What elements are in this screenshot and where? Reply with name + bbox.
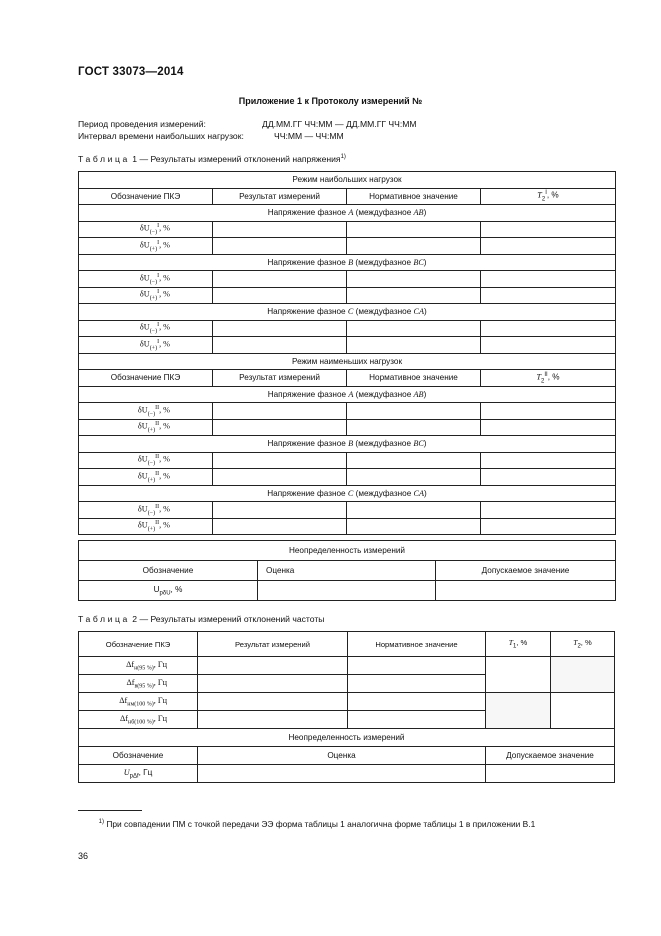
table-row	[79, 320, 616, 337]
uncertainty-title: Неопределенность измерений	[79, 541, 616, 561]
table-row	[79, 765, 615, 783]
table-row	[79, 729, 615, 747]
uncertainty-estimate-cell[interactable]	[198, 765, 486, 783]
table-row	[79, 485, 616, 502]
uncertainty-symbol-cell: $U_{р\delta U}$, %	[79, 581, 258, 601]
page-number: 36	[78, 851, 89, 861]
table-row	[79, 561, 616, 581]
col-norm-header: Нормативное значение	[347, 370, 481, 387]
document-code: ГОСТ 33073—2014	[78, 66, 184, 78]
table-row	[79, 403, 616, 420]
result-cell[interactable]	[213, 287, 347, 304]
symbol-cell: $\Delta f_{нм(100 \%)}$, Гц	[79, 693, 198, 711]
norm-cell[interactable]	[347, 238, 481, 255]
symbol-cell: $\delta U_{(-)}^I$, %	[79, 320, 213, 337]
table-row	[79, 188, 616, 205]
result-cell[interactable]	[213, 238, 347, 255]
uncertainty-symbol-cell: $U_{р\Delta f}$, Гц	[79, 765, 198, 783]
result-cell[interactable]	[213, 221, 347, 238]
col-result-header: Результат измерений	[213, 370, 347, 387]
table-row	[79, 337, 616, 354]
table1-caption-text: 1 — Результаты измерений отклонений напряжения	[132, 154, 341, 164]
col-t2-header: $T_2^I$, %	[481, 188, 616, 205]
uncertainty-col-estimate: Оценка	[258, 561, 436, 581]
result-cell[interactable]	[213, 403, 347, 420]
interval-line	[78, 131, 344, 141]
norm-cell[interactable]	[347, 452, 481, 469]
interval-label: Интервал времени наибольших нагрузок:	[78, 131, 244, 141]
table-row	[79, 238, 616, 255]
phase-b-heading: Напряжение фазное B (междуфазное BC)	[79, 254, 616, 271]
table-row	[79, 370, 616, 387]
uncertainty-col-allowed: Допускаемое значение	[486, 747, 615, 765]
t1-cell[interactable]	[486, 657, 551, 693]
footnote	[78, 815, 606, 831]
symbol-cell: $\delta U_{(+)}^I$, %	[79, 238, 213, 255]
col-t1-header: $T_1$, %	[486, 632, 551, 657]
table-row	[79, 693, 615, 711]
table-row	[79, 254, 616, 271]
table-row	[79, 304, 616, 321]
result-cell[interactable]	[198, 675, 348, 693]
table-row	[79, 502, 616, 519]
uncertainty-col-symbol: Обозначение	[79, 747, 198, 765]
symbol-cell: $\delta U_{(-)}^{II}$, %	[79, 452, 213, 469]
uncertainty-estimate-cell[interactable]	[258, 581, 436, 601]
table-row	[79, 747, 615, 765]
table-row	[79, 419, 616, 436]
phase-c-heading: Напряжение фазное C (междуфазное CA)	[79, 304, 616, 321]
t2-cell[interactable]	[551, 657, 615, 693]
symbol-cell: $\delta U_{(-)}^I$, %	[79, 271, 213, 288]
table-row	[79, 353, 616, 370]
result-cell[interactable]	[198, 711, 348, 729]
norm-cell[interactable]	[347, 502, 481, 519]
table2-caption-text: 2 — Результаты измерений отклонений частоты	[132, 614, 325, 624]
table-row	[79, 205, 616, 222]
col-result-header: Результат измерений	[198, 632, 348, 657]
t2-cell[interactable]	[481, 271, 616, 288]
table2-frequency-deviation	[78, 631, 615, 783]
table-row	[79, 469, 616, 486]
norm-cell[interactable]	[347, 469, 481, 486]
table-row	[79, 172, 616, 189]
phase-a-heading: Напряжение фазное A (междуфазное AB)	[79, 205, 616, 222]
col-result-header: Результат измерений	[213, 188, 347, 205]
uncertainty-col-estimate: Оценка	[198, 747, 486, 765]
table-row	[79, 436, 616, 453]
col-symbol-header: Обозначение ПКЭ	[79, 188, 213, 205]
mode-max-heading: Режим наибольших нагрузок	[79, 172, 616, 189]
norm-cell[interactable]	[348, 657, 486, 675]
interval-value: ЧЧ:ММ — ЧЧ:ММ	[274, 131, 344, 141]
result-cell[interactable]	[198, 693, 348, 711]
norm-cell[interactable]	[347, 419, 481, 436]
phase-b-heading: Напряжение фазное B (междуфазное BC)	[79, 436, 616, 453]
result-cell[interactable]	[198, 657, 348, 675]
t2-cell[interactable]	[481, 320, 616, 337]
uncertainty-title: Неопределенность измерений	[79, 729, 615, 747]
t2-cell[interactable]	[481, 452, 616, 469]
symbol-cell: $\delta U_{(+)}^I$, %	[79, 337, 213, 354]
t2-cell[interactable]	[481, 221, 616, 238]
result-cell[interactable]	[213, 419, 347, 436]
table-row	[79, 581, 616, 601]
t2-cell[interactable]	[481, 238, 616, 255]
period-line	[78, 119, 417, 129]
symbol-cell: $\delta U_{(-)}^{II}$, %	[79, 502, 213, 519]
table1-voltage-deviation	[78, 171, 616, 535]
t2-cell[interactable]	[551, 693, 615, 729]
symbol-cell: $\delta U_{(-)}^{II}$, %	[79, 403, 213, 420]
symbol-cell: $\delta U_{(+)}^I$, %	[79, 287, 213, 304]
footnote-mark: 1)	[98, 819, 104, 825]
table-row	[79, 632, 615, 657]
norm-cell[interactable]	[347, 518, 481, 535]
norm-cell[interactable]	[348, 675, 486, 693]
t2-cell[interactable]	[481, 502, 616, 519]
symbol-cell: $\Delta f_{в(95 \%)}$, Гц	[79, 675, 198, 693]
norm-cell[interactable]	[347, 403, 481, 420]
mode-min-heading: Режим наименьших нагрузок	[79, 353, 616, 370]
appendix-title: Приложение 1 к Протоколу измерений №	[238, 96, 423, 106]
t2-cell[interactable]	[481, 287, 616, 304]
footnote-text: При совпадении ПМ с точкой передачи ЭЭ форма таблицы 1 аналогична форме таблицы 1 в приложении В.1	[106, 818, 536, 829]
table1-caption-note: 1)	[340, 154, 346, 161]
table1-caption-word: Таблица	[78, 154, 130, 164]
table1-uncertainty	[78, 540, 616, 601]
uncertainty-col-symbol: Обозначение	[79, 561, 258, 581]
phase-c-heading: Напряжение фазное C (междуфазное CA)	[79, 485, 616, 502]
table-row	[79, 541, 616, 561]
uncertainty-allowed-cell[interactable]	[436, 581, 616, 601]
t2-cell[interactable]	[481, 403, 616, 420]
norm-cell[interactable]	[347, 337, 481, 354]
symbol-cell: $\delta U_{(-)}^I$, %	[79, 221, 213, 238]
result-cell[interactable]	[213, 337, 347, 354]
table2-caption-word: Таблица	[78, 614, 130, 624]
norm-cell[interactable]	[347, 287, 481, 304]
col-t2-header: $T_2$, %	[551, 632, 615, 657]
symbol-cell: $\delta U_{(+)}^{II}$, %	[79, 469, 213, 486]
t2-cell[interactable]	[481, 337, 616, 354]
table-row	[79, 221, 616, 238]
norm-cell[interactable]	[347, 221, 481, 238]
uncertainty-col-allowed: Допускаемое значение	[436, 561, 616, 581]
col-norm-header: Нормативное значение	[347, 188, 481, 205]
col-t2-header: $T_2^{II}$, %	[481, 370, 616, 387]
period-value: ДД.ММ.ГГ ЧЧ:ММ — ДД.ММ.ГГ ЧЧ:ММ	[262, 119, 417, 129]
table-row	[79, 271, 616, 288]
symbol-cell: $\Delta f_{н(95 \%)}$, Гц	[79, 657, 198, 675]
symbol-cell: $\delta U_{(+)}^{II}$, %	[79, 518, 213, 535]
table-row	[79, 657, 615, 675]
table-row	[79, 287, 616, 304]
symbol-cell: $\Delta f_{нб(100 \%)}$, Гц	[79, 711, 198, 729]
col-symbol-header: Обозначение ПКЭ	[79, 632, 198, 657]
norm-cell[interactable]	[347, 271, 481, 288]
table-row	[79, 518, 616, 535]
norm-cell[interactable]	[348, 711, 486, 729]
t2-cell[interactable]	[481, 419, 616, 436]
table1-caption	[78, 154, 346, 164]
period-label: Период проведения измерений:	[78, 119, 206, 129]
table-row	[79, 386, 616, 403]
result-cell[interactable]	[213, 271, 347, 288]
result-cell[interactable]	[213, 502, 347, 519]
result-cell[interactable]	[213, 518, 347, 535]
norm-cell[interactable]	[348, 693, 486, 711]
result-cell[interactable]	[213, 452, 347, 469]
col-norm-header: Нормативное значение	[348, 632, 486, 657]
t2-cell[interactable]	[481, 518, 616, 535]
symbol-cell: $\delta U_{(+)}^{II}$, %	[79, 419, 213, 436]
table-row	[79, 452, 616, 469]
col-symbol-header: Обозначение ПКЭ	[79, 370, 213, 387]
table2-caption	[78, 614, 324, 624]
result-cell[interactable]	[213, 469, 347, 486]
phase-a-heading: Напряжение фазное A (междуфазное AB)	[79, 386, 616, 403]
t1-cell[interactable]	[486, 693, 551, 729]
result-cell[interactable]	[213, 320, 347, 337]
t2-cell[interactable]	[481, 469, 616, 486]
footnote-divider	[78, 810, 142, 811]
norm-cell[interactable]	[347, 320, 481, 337]
uncertainty-allowed-cell[interactable]	[486, 765, 615, 783]
